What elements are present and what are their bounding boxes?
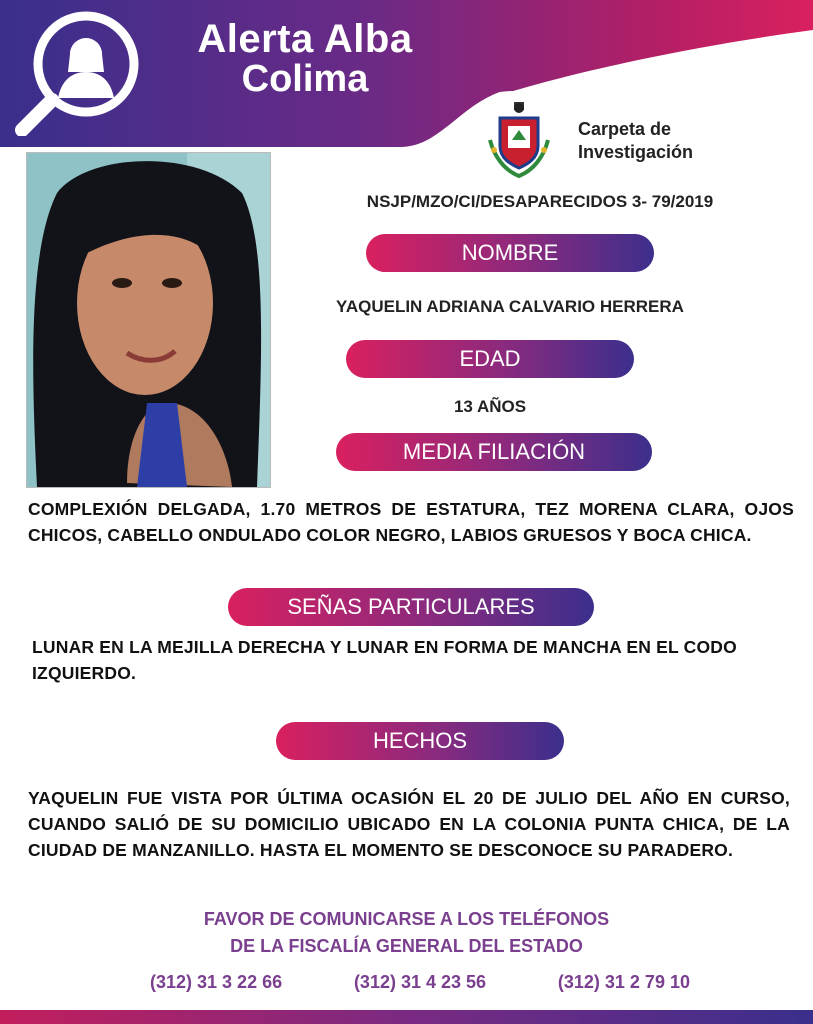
senas-heading: SEÑAS PARTICULARES <box>228 588 594 626</box>
hechos-text: YAQUELIN FUE VISTA POR ÚLTIMA OCASIÓN EL 20 DE JULIO DEL AÑO EN CURSO, CUANDO SALIÓ DE SU DOMICILIO UBICADO EN LA COLONIA PUNTA CHICA, DE LA CIUDAD DE MANZANILLO. HASTA EL MOMENTO SE DESCONOCE SU PARADERO. <box>28 788 790 860</box>
carpeta-label <box>578 118 778 165</box>
nombre-heading: NOMBRE <box>366 234 654 272</box>
carpeta-line-1: Carpeta de <box>578 119 672 139</box>
phone-number-2: (312) 31 4 23 56 <box>353 972 487 992</box>
edad-value: 13 AÑOS <box>453 397 527 416</box>
page-title <box>150 18 460 100</box>
phone-number-3: (312) 31 2 79 10 <box>557 972 690 992</box>
footer-bar <box>0 1010 813 1024</box>
contact-line-1: FAVOR DE COMUNICARSE A LOS TELÉFONOS <box>203 909 610 929</box>
search-person-icon <box>14 6 154 136</box>
carpeta-line-2: Investigación <box>578 142 694 163</box>
title-line-1: Alerta Alba <box>197 17 413 61</box>
phone-number-1: (312) 31 3 22 66 <box>150 972 283 992</box>
missing-person-photo <box>26 152 271 488</box>
title-line-2: Colima <box>241 58 369 100</box>
edad-heading: EDAD <box>346 340 634 378</box>
coat-of-arms-icon <box>486 100 552 180</box>
contact-line-2: DE LA FISCALÍA GENERAL DEL ESTADO <box>230 936 583 956</box>
hechos-heading: HECHOS <box>276 722 564 760</box>
senas-text: LUNAR EN LA MEJILLA DERECHA Y LUNAR EN FORMA DE MANCHA EN EL CODO IZQUIERDO. <box>32 637 737 683</box>
media-filiacion-text: COMPLEXIÓN DELGADA, 1.70 METROS DE ESTATURA, TEZ MORENA CLARA, OJOS CHICOS, CABELLO ONDULADO COLOR NEGRO, LABIOS GRUESOS Y BOCA CHICA. <box>28 499 794 545</box>
case-number: NSJP/MZO/CI/DESAPARECIDOS 3- 79/2019 <box>366 192 714 211</box>
phone-list <box>150 972 690 993</box>
nombre-value: YAQUELIN ADRIANA CALVARIO HERRERA <box>336 297 684 316</box>
media-filiacion-heading: MEDIA FILIACIÓN <box>336 433 652 471</box>
